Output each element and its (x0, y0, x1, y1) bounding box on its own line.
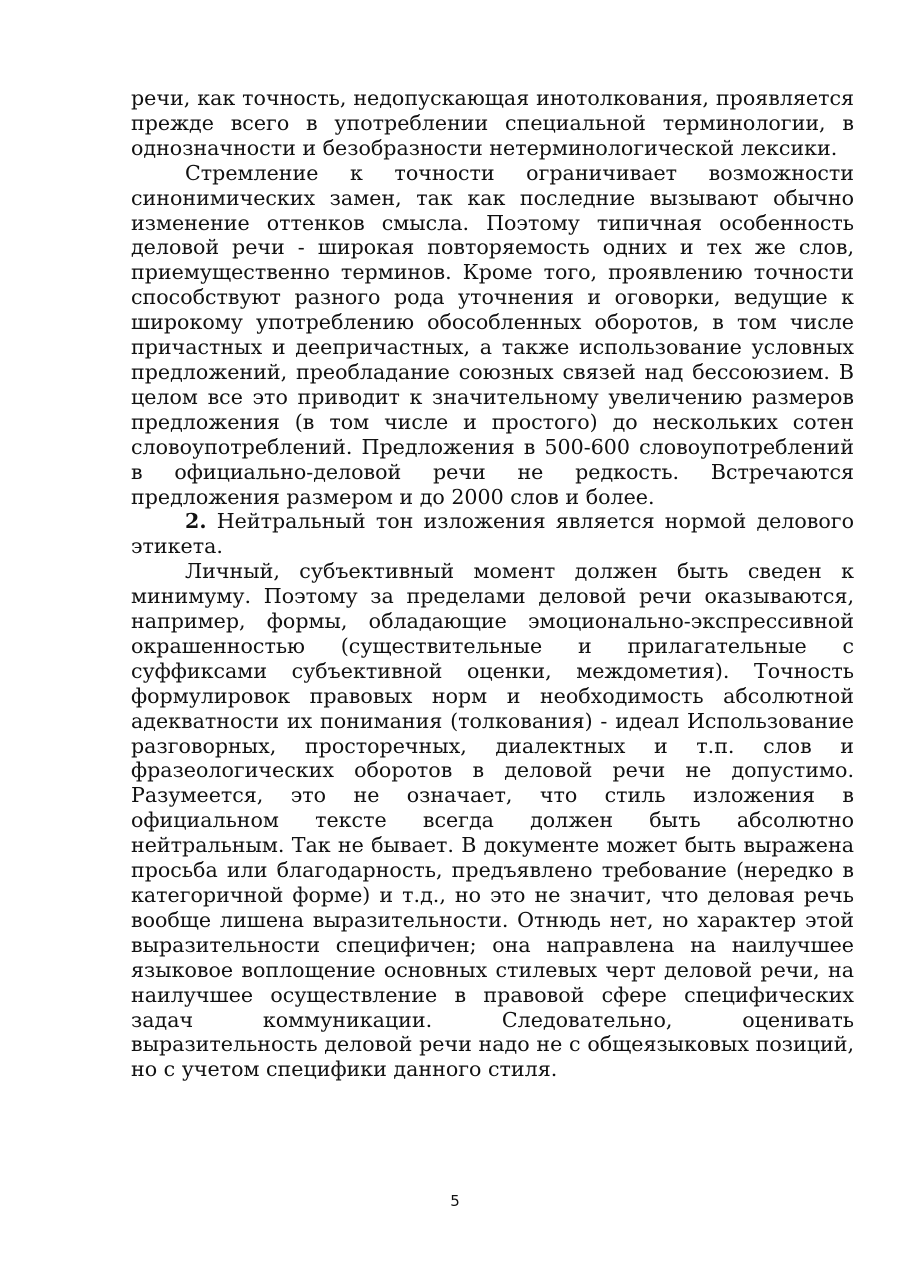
paragraph-neutral-tone (131, 509, 854, 559)
paragraph-continuation: речи, как точность, недопускающая инотолкования, проявляется прежде всего в употреблении специальной терминологии, в однозначности и безобразности нетерминологической лексики. (131, 86, 854, 160)
paragraph-personal-moment: Личный, субъективный момент должен быть сведен к минимуму. Поэтому за пределами деловой речи оказываются, например, формы, обладающие эмоционально-экспрессивной окрашенностью (существительные и прилагательные с суффиксами субъективной оценки, междометия). Точность формулировок правовых норм и необходимость абсолютной адекватности их понимания (толкования) - идеал Использование разговорных, просторечных, диалектных и т.п. слов и фразеологических оборотов в деловой речи не допустимо. Разумеется, это не означает, что стиль изложения в официальном тексте всегда должен быть абсолютно нейтральным. Так не бывает. В документе может быть выражена просьба или благодарность, предъявлено требование (нередко в категоричной форме) и т.д., но это не значит, что деловая речь вообще лишена выразительности. Отнюдь нет, но характер этой выразительности специфичен; она направлена на наилучшее языковое воплощение основных стилевых черт деловой речи, на наилучшее осуществление в правовой сфере специфических задач коммуникации. Следовательно, оценивать выразительность деловой речи надо не с общеязыковых позиций, но с учетом специфики данного стиля. (131, 559, 854, 1082)
paragraph-precision: Стремление к точности ограничивает возможности синонимических замен, так как последние вызывают обычно изменение оттенков смысла. Поэтому типичная особенность деловой речи - широкая повторяемость одних и тех же слов, приемущественно терминов. Кроме того, проявлению точности способствуют разного рода уточнения и оговорки, ведущие к широкому употреблению обособленных оборотов, в том числе причастных и деепричастных, а также использование условных предложений, преобладание союзных связей над бессоюзием. В целом все это приводит к значительному увеличению размеров предложения (в том числе и простого) до нескольких сотен словоупотреблений. Предложения в 500-600 словоупотреблений в официально-деловой речи не редкость. Встречаются предложения размером и до 2000 слов и более. (131, 160, 854, 509)
paragraph-neutral-tone-text: Нейтральный тон изложения является нормой делового этикета. (131, 509, 854, 559)
list-number: 2. (185, 509, 207, 534)
body-text (131, 86, 854, 1082)
page-number: 5 (450, 1192, 460, 1210)
